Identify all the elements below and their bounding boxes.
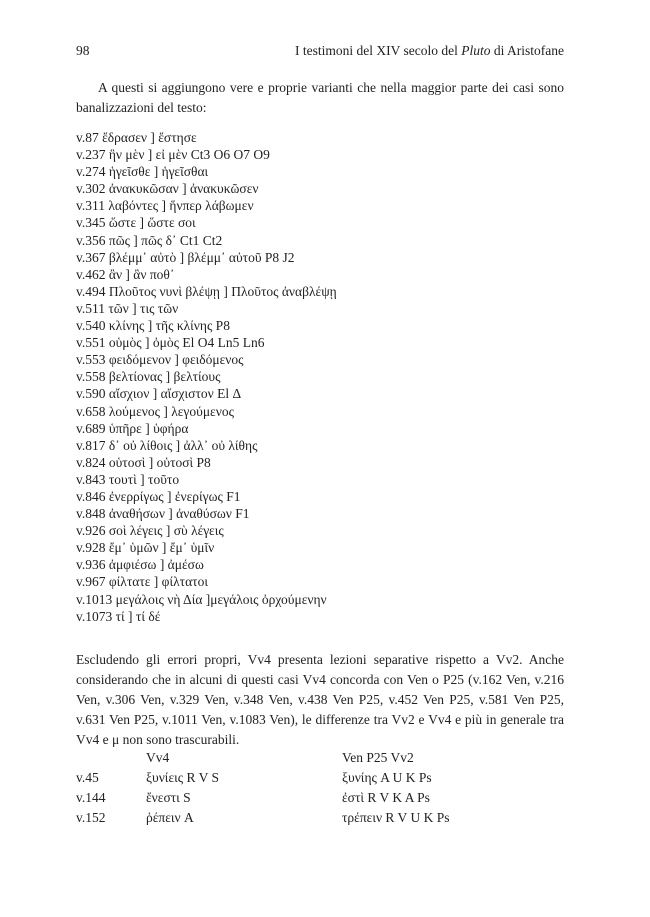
variant-line: v.848 ἀναθήσων ] ἀναθύσων F1 [76,506,250,522]
variant-line: v.553 φειδόμενον ] φειδόμενος [76,352,244,368]
variant-line: v.689 ὑπῆρε ] ὑφήρα [76,420,189,436]
table-cell-others: ξυνίης A U K Ps [342,770,432,785]
table-cell-verse: v.45 [76,770,99,785]
table-header-row [76,748,564,768]
running-title-italic: Pluto [461,43,491,58]
running-title-before: I testimoni del XIV secolo del [295,43,462,58]
running-title-after: di Aristofane [490,43,564,58]
running-title [295,43,564,59]
variant-line: v.356 πῶς ] πῶς δ᾽ Ct1 Ct2 [76,232,223,248]
variant-line: v.558 βελτίονας ] βελτίους [76,369,221,385]
variant-line: v.511 τῶν ] τις τῶν [76,300,179,316]
variant-line: v.494 Πλοῦτος νυνὶ βλέψῃ ] Πλοῦτος ἀναβλέψῃ [76,283,337,299]
variant-line: v.367 βλέμμ᾽ αὐτὸ ] βλέμμ᾽ αὐτοῦ P8 J2 [76,249,295,265]
table-cell-vv4: ξυνίεις R V S [146,770,219,785]
variant-line: v.1073 τί ] τί δέ [76,608,161,624]
variant-line: v.967 φίλτατε ] φίλτατοι [76,574,208,590]
variant-line: v.824 οὑτοσὶ ] οὑτοσὶ P8 [76,454,211,470]
table-cell-verse: v.152 [76,810,106,825]
variant-list [76,129,564,625]
variant-line: v.540 κλίνης ] τῆς κλίνης P8 [76,318,230,334]
variant-line: v.936 ἀμφιέσω ] ἀμέσω [76,557,204,573]
variant-line: v.302 ἀνακυκῶσαν ] ἀνακυκῶσεν [76,181,259,197]
variant-line: v.590 αἴσχιον ] αἴσχιστον El Δ [76,386,242,402]
table-cell-vv4: ἔνεστι S [146,790,191,805]
table-row [76,808,564,828]
table-header-cell: Vv4 [146,750,170,765]
table-cell-others: τρέπειν R V U K Ps [342,810,450,825]
variant-line: v.926 σοὶ λέγεις ] σὺ λέγεις [76,523,224,539]
variant-line: v.551 οὑμὸς ] ὀμὸς El O4 Ln5 Ln6 [76,335,265,351]
table-cell-others: ἐστὶ R V K A Ps [342,790,430,805]
variant-line: v.846 ἐνερρίγως ] ἐνερίγως F1 [76,488,241,504]
conclusion-paragraph: Escludendo gli errori propri, Vv4 presenta lezioni separative rispetto a Vv2. Anche considerando che in alcuni di questi casi Vv4 concorda con Ven o P25 (v.162 Ven, v.216 Ven, v.306 Ven, v.329 Ven, v.348 Ven, v.438 Ven P25, v.452 Ven P25, v.581 Ven P25, v.631 Ven P25, v.1011 Ven, v.1083 Ven), le differenze tra Vv2 e Vv4 e più in generale tra Vv4 e μ non sono trascurabili. [76,652,564,747]
variant-line: v.1013 μεγάλοις νὴ Δία ]μεγάλοις ὀρχούμενην [76,591,327,607]
variant-line: v.462 ἂν ] ἂν ποθ᾽ [76,266,175,282]
table-header-cell: Ven P25 Vv2 [342,750,414,765]
table-row [76,788,564,808]
variant-line: v.843 τουτὶ ] τοῦτο [76,471,180,487]
table-cell-vv4: ῥέπειν A [146,810,194,825]
intro-paragraph: A questi si aggiungono vere e proprie varianti che nella maggior parte dei casi sono banalizzazioni del testo: [76,80,564,115]
comparison-table [76,748,564,828]
running-header [76,43,564,61]
page-number: 98 [76,43,90,58]
table-row [76,768,564,788]
variant-line: v.237 ἣν μὲν ] εἰ μὲν Ct3 O6 O7 O9 [76,147,270,163]
variant-line: v.928 ἔμ᾽ ὑμῶν ] ἔμ᾽ ὑμῖν [76,540,215,556]
variant-line: v.87 ἔδρασεν ] ἔστησε [76,130,197,145]
variant-line: v.345 ὥστε ] ὥστε σοι [76,215,196,231]
variant-line: v.817 δ᾽ οὐ λίθοις ] ἀλλ᾽ οὐ λίθης [76,437,258,453]
table-cell-verse: v.144 [76,790,106,805]
variant-line: v.658 λούμενος ] λεγούμενος [76,403,234,419]
variant-line: v.311 λαβόντες ] ἥνπερ λάβωμεν [76,198,254,214]
variant-line: v.274 ἡγεῖσθε ] ἡγεῖσθαι [76,164,209,180]
